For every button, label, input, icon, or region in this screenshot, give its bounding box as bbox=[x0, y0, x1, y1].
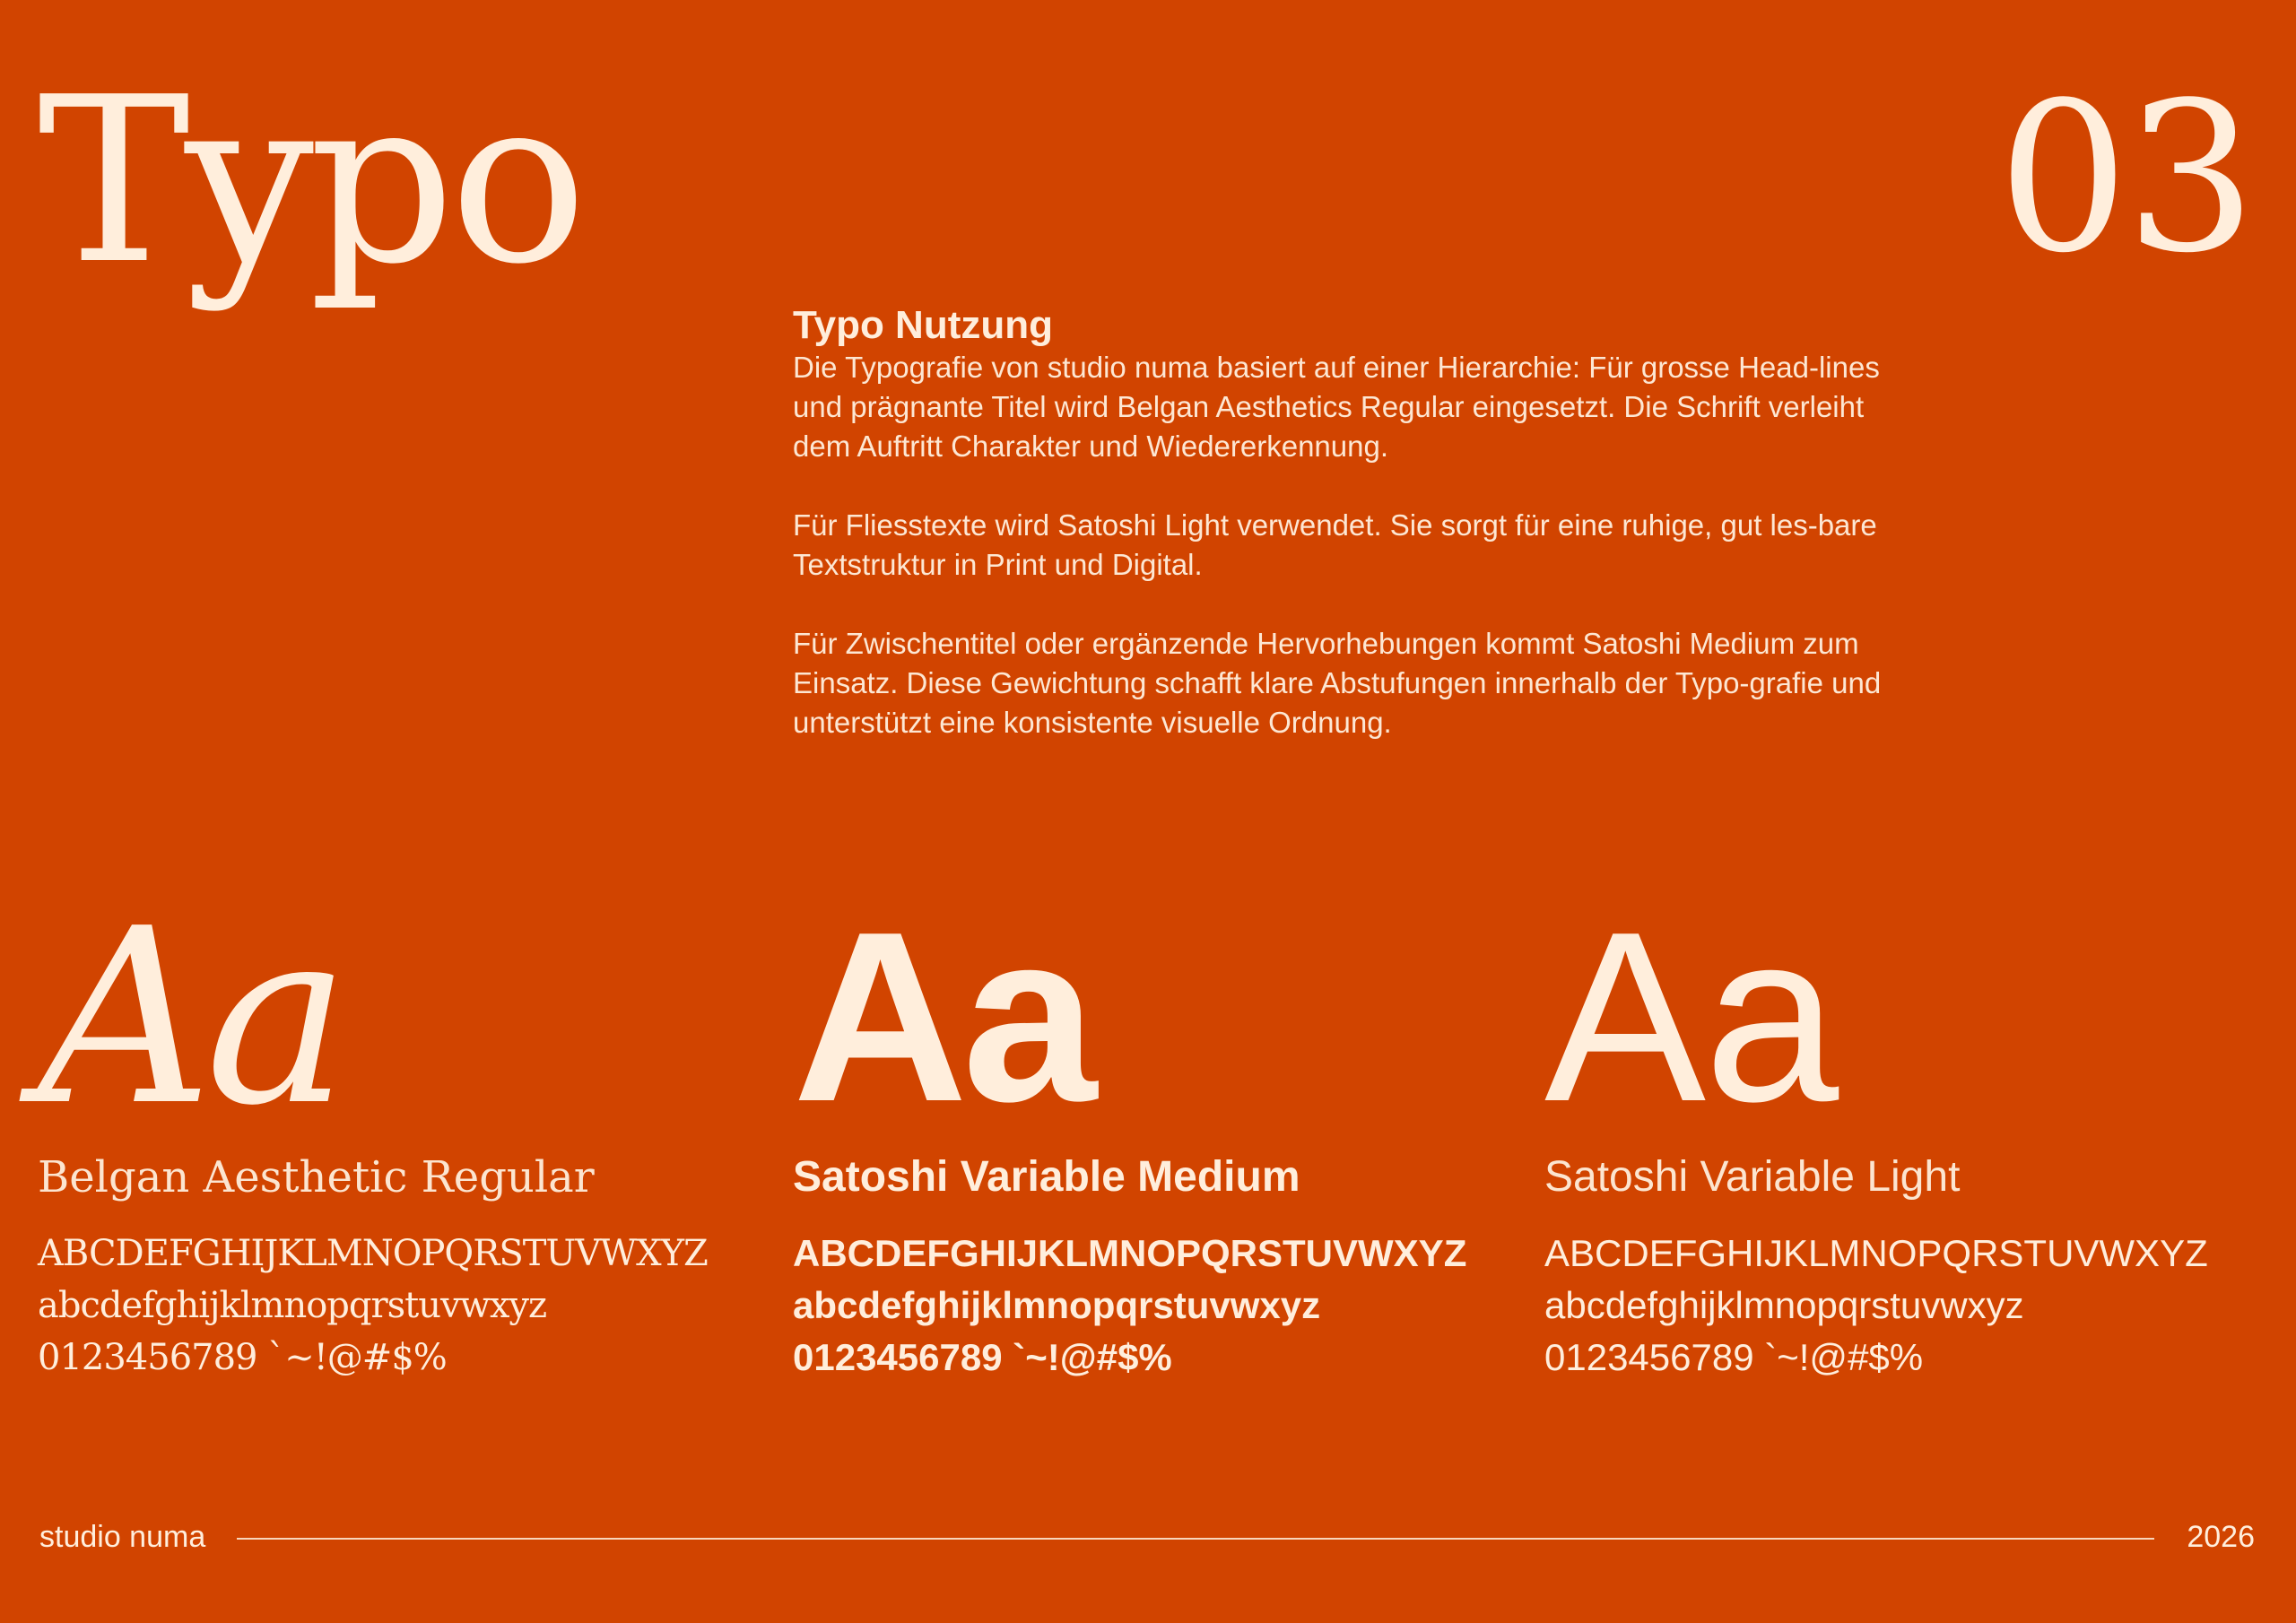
specimen-uppercase: ABCDEFGHIJKLMNOPQRSTUVWXYZ bbox=[38, 1233, 708, 1274]
usage-paragraph-headlines: Die Typografie von studio numa basiert auf einer Hierarchie: Für grosse Head-lines und prägnante Titel wird Belgan Aesthetics Regular eingesetzt. Die Schrift verleiht dem Auftritt Charakter und Wiedererkennung. bbox=[793, 351, 1880, 463]
specimen-sample-glyphs: Aa bbox=[1544, 882, 1838, 1152]
usage-heading: Typo Nutzung bbox=[793, 303, 1053, 347]
specimen-numerals: 0123456789 `~!@#$% bbox=[38, 1337, 447, 1378]
specimen-glyph-set bbox=[38, 1228, 773, 1384]
usage-section bbox=[793, 303, 1905, 782]
specimen-numerals: 0123456789 `~!@#$% bbox=[793, 1336, 1172, 1378]
specimen-sample-glyphs: Aa bbox=[793, 882, 1092, 1152]
specimen-satoshi-light bbox=[1544, 882, 2280, 1384]
specimen-lowercase: abcdefghijklmnopqrstuvwxyz bbox=[1544, 1284, 2024, 1326]
specimen-font-name: Belgan Aesthetic Regular bbox=[38, 1152, 595, 1202]
usage-paragraph-body-text: Für Fliesstexte wird Satoshi Light verwendet. Sie sorgt für eine ruhige, gut les-bare Textstruktur in Print und Digital. bbox=[793, 508, 1877, 581]
specimen-belgan bbox=[38, 876, 773, 1384]
specimen-uppercase: ABCDEFGHIJKLMNOPQRSTUVWXYZ bbox=[1544, 1232, 2208, 1274]
footer-divider bbox=[237, 1538, 2154, 1540]
specimen-numerals: 0123456789 `~!@#$% bbox=[1544, 1336, 1924, 1378]
specimen-lowercase: abcdefghijklmnopqrstuvwxyz bbox=[38, 1285, 547, 1326]
footer-brand: studio numa bbox=[39, 1520, 206, 1554]
page-title: Typo bbox=[38, 48, 582, 315]
specimen-glyph-set bbox=[1544, 1228, 2280, 1384]
specimen-font-name: Satoshi Variable Light bbox=[1544, 1153, 1961, 1201]
usage-paragraph-subtitles: Für Zwischentitel oder ergänzende Hervorhebungen kommt Satoshi Medium zum Einsatz. Diese Gewichtung schafft klare Abstufungen innerhalb der Typo-grafie und unterstützt eine konsistente visuelle Ordnung. bbox=[793, 627, 1882, 739]
specimen-satoshi-medium bbox=[793, 882, 1528, 1384]
page-number: 03 bbox=[1997, 59, 2253, 299]
footer-year: 2026 bbox=[2187, 1520, 2255, 1554]
specimen-uppercase: ABCDEFGHIJKLMNOPQRSTUVWXYZ bbox=[793, 1232, 1467, 1274]
specimen-lowercase: abcdefghijklmnopqrstuvwxyz bbox=[793, 1284, 1321, 1326]
specimen-font-name: Satoshi Variable Medium bbox=[793, 1153, 1300, 1201]
specimen-sample-glyphs: Aa bbox=[38, 876, 343, 1159]
specimen-glyph-set bbox=[793, 1228, 1528, 1384]
